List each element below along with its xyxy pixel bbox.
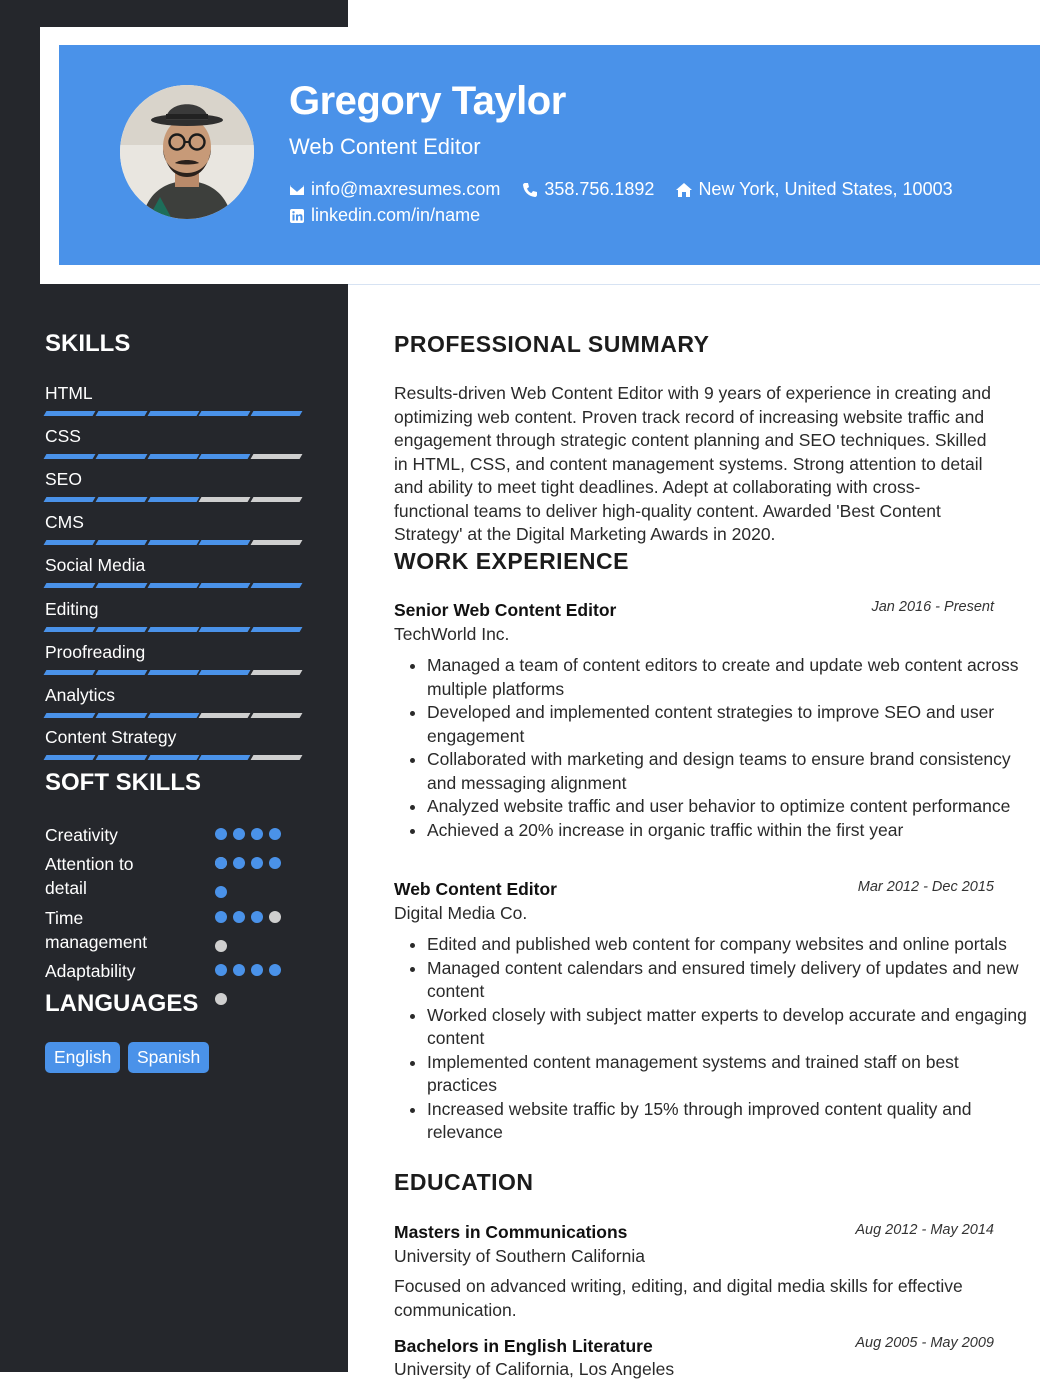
skill-bar-segment bbox=[44, 670, 96, 675]
soft-skills-heading: SOFT SKILLS bbox=[45, 769, 201, 796]
soft-skill-rating bbox=[215, 964, 287, 1022]
soft-skill-rating bbox=[215, 911, 287, 969]
skill-item bbox=[45, 555, 301, 588]
list-item: • Achieved a 20% increase in organic traffic within the first year bbox=[427, 819, 1027, 843]
skill-bar-segment bbox=[44, 497, 96, 502]
linkedin-text: linkedin.com/in/name bbox=[311, 205, 481, 225]
skill-bar-segment bbox=[147, 497, 199, 502]
skill-bar-segment bbox=[44, 411, 96, 416]
skill-label: Proofreading bbox=[45, 642, 146, 662]
soft-skill-label: Creativity bbox=[45, 825, 118, 845]
skill-bar bbox=[45, 755, 301, 760]
skill-bar-segment bbox=[44, 583, 96, 588]
skill-bar-segment bbox=[147, 713, 199, 718]
skill-bar-segment bbox=[199, 755, 251, 760]
location-contact bbox=[676, 179, 952, 200]
skill-bar-segment bbox=[199, 411, 251, 416]
skill-bar-segment bbox=[147, 627, 199, 632]
skill-item bbox=[45, 685, 301, 718]
rating-dot bbox=[215, 886, 227, 898]
rating-dot bbox=[215, 964, 227, 976]
header-divider bbox=[348, 284, 1040, 285]
skill-bar bbox=[45, 497, 301, 502]
rating-dot bbox=[233, 857, 245, 869]
email-contact[interactable] bbox=[289, 179, 500, 200]
skill-item bbox=[45, 642, 301, 675]
skill-bar-segment bbox=[44, 540, 96, 545]
skill-bar-segment bbox=[251, 454, 303, 459]
phone-text: 358.756.1892 bbox=[544, 179, 655, 199]
skill-bar-segment bbox=[199, 627, 251, 632]
skill-item bbox=[45, 512, 301, 545]
rating-dot bbox=[251, 828, 263, 840]
skill-bar-segment bbox=[95, 755, 147, 760]
job-title: Web Content Editor bbox=[289, 134, 481, 159]
skill-bar-segment bbox=[95, 411, 147, 416]
job-company: Digital Media Co. bbox=[394, 903, 528, 923]
list-item: • Managed a team of content editors to create and update web content across multiple platforms bbox=[427, 654, 1027, 701]
skill-bar bbox=[45, 713, 301, 718]
skill-bar bbox=[45, 583, 301, 588]
home-icon bbox=[676, 182, 692, 198]
job-bullets bbox=[394, 933, 1027, 1145]
degree-dates: Aug 2012 - May 2014 bbox=[855, 1222, 994, 1238]
rating-dot bbox=[269, 964, 281, 976]
rating-dot bbox=[233, 964, 245, 976]
rating-dot bbox=[251, 964, 263, 976]
rating-dot bbox=[215, 911, 227, 923]
list-item: • Worked closely with subject matter experts to develop accurate and engaging content bbox=[427, 1004, 1027, 1051]
education-heading: EDUCATION bbox=[394, 1169, 534, 1195]
list-item: • Managed content calendars and ensured timely delivery of updates and new content bbox=[427, 957, 1027, 1004]
skill-item bbox=[45, 426, 301, 459]
list-item: • Edited and published web content for company websites and online portals bbox=[427, 933, 1027, 957]
job-position: Senior Web Content Editor bbox=[394, 600, 617, 620]
language-badge: English bbox=[45, 1042, 120, 1073]
skill-bar-segment bbox=[251, 411, 303, 416]
rating-dot bbox=[269, 857, 281, 869]
skill-bar-segment bbox=[44, 755, 96, 760]
rating-dot bbox=[269, 828, 281, 840]
skill-bar-segment bbox=[95, 670, 147, 675]
list-item: • Implemented content management systems and trained staff on best practices bbox=[427, 1051, 1027, 1098]
summary-heading: PROFESSIONAL SUMMARY bbox=[394, 331, 710, 357]
job-company: TechWorld Inc. bbox=[394, 624, 510, 644]
skill-label: Social Media bbox=[45, 555, 146, 575]
skill-bar-segment bbox=[199, 713, 251, 718]
list-item: • Collaborated with marketing and design teams to ensure brand consistency and messaging alignment bbox=[427, 748, 1027, 795]
skill-bar bbox=[45, 411, 301, 416]
skill-bar bbox=[45, 670, 301, 675]
skill-bar-segment bbox=[147, 454, 199, 459]
list-item: • Analyzed website traffic and user behavior to optimize content performance bbox=[427, 795, 1027, 819]
job-position: Web Content Editor bbox=[394, 879, 557, 899]
skill-label: CMS bbox=[45, 512, 84, 532]
degree-dates: Aug 2005 - May 2009 bbox=[855, 1335, 994, 1351]
rating-dot bbox=[215, 993, 227, 1005]
email-text: info@maxresumes.com bbox=[311, 179, 501, 199]
skill-bar-segment bbox=[95, 497, 147, 502]
rating-dot bbox=[233, 911, 245, 923]
rating-dot bbox=[215, 857, 227, 869]
languages-heading: LANGUAGES bbox=[45, 990, 199, 1017]
skill-bar-segment bbox=[199, 497, 251, 502]
list-item: • Developed and implemented content strategies to improve SEO and user engagement bbox=[427, 701, 1027, 748]
skill-bar-segment bbox=[95, 454, 147, 459]
skill-label: Content Strategy bbox=[45, 727, 177, 747]
skill-label: CSS bbox=[45, 426, 81, 446]
soft-skill-rating bbox=[215, 857, 287, 915]
list-item: • Increased website traffic by 15% through improved content quality and relevance bbox=[427, 1098, 1027, 1145]
job-bullets bbox=[394, 654, 1027, 842]
job-dates: Jan 2016 - Present bbox=[871, 599, 994, 615]
skill-label: Editing bbox=[45, 599, 99, 619]
soft-skill-label: Adaptability bbox=[45, 961, 136, 981]
skill-bar-segment bbox=[147, 411, 199, 416]
summary-text: Results-driven Web Content Editor with 9 years of experience in creating and optimizing web content. Proven track record of increasing website traffic and engagement through strategic content planning and SEO techniques. Skilled in HTML, CSS, and content management systems. Strong attention to detail and ability to meet tight deadlines. Adept at collaborating with cross-functional teams to deliver high-quality content. Awarded 'Best Content Strategy' at the Digital Marketing Awards in 2020. bbox=[394, 383, 991, 544]
job-dates: Mar 2012 - Dec 2015 bbox=[857, 879, 994, 895]
skill-bar-segment bbox=[251, 755, 303, 760]
header bbox=[59, 45, 1040, 265]
rating-dot bbox=[251, 857, 263, 869]
skills-heading: SKILLS bbox=[45, 330, 131, 357]
skill-bar-segment bbox=[251, 540, 303, 545]
skill-item bbox=[45, 599, 301, 632]
skill-bar-segment bbox=[147, 755, 199, 760]
skill-bar-segment bbox=[44, 713, 96, 718]
skill-bar bbox=[45, 540, 301, 545]
rating-dot bbox=[269, 911, 281, 923]
avatar bbox=[120, 85, 254, 219]
skill-bar-segment bbox=[147, 670, 199, 675]
skill-bar bbox=[45, 627, 301, 632]
soft-skill-label: Time management bbox=[45, 908, 148, 952]
language-badge: Spanish bbox=[128, 1042, 209, 1073]
location-text: New York, United States, 10003 bbox=[698, 179, 953, 199]
rating-dot bbox=[251, 911, 263, 923]
rating-dot bbox=[215, 828, 227, 840]
skill-bar-segment bbox=[251, 583, 303, 588]
skill-bar-segment bbox=[95, 583, 147, 588]
rating-dot bbox=[215, 940, 227, 952]
phone-icon bbox=[522, 182, 538, 198]
skill-bar-segment bbox=[199, 583, 251, 588]
skill-bar-segment bbox=[44, 627, 96, 632]
skill-bar bbox=[45, 454, 301, 459]
skill-label: Analytics bbox=[45, 685, 116, 705]
degree-title: Masters in Communications bbox=[394, 1222, 628, 1242]
experience-heading: WORK EXPERIENCE bbox=[394, 548, 629, 574]
linkedin-icon bbox=[289, 208, 305, 224]
degree-description: Focused on advanced writing, editing, and digital media skills for effective communication. bbox=[394, 1276, 963, 1320]
linkedin-row bbox=[289, 205, 502, 226]
skill-bar-segment bbox=[95, 540, 147, 545]
skill-bar-segment bbox=[95, 627, 147, 632]
skill-item bbox=[45, 727, 301, 760]
skill-bar-segment bbox=[251, 497, 303, 502]
candidate-name: Gregory Taylor bbox=[289, 79, 566, 123]
skill-label: SEO bbox=[45, 469, 82, 489]
degree-title: Bachelors in English Literature bbox=[394, 1336, 653, 1356]
skill-bar-segment bbox=[147, 583, 199, 588]
skill-bar-segment bbox=[251, 670, 303, 675]
skill-bar-segment bbox=[44, 454, 96, 459]
school-name: University of California, Los Angeles bbox=[394, 1359, 675, 1379]
skill-bar-segment bbox=[199, 540, 251, 545]
linkedin-contact[interactable] bbox=[289, 205, 480, 226]
skill-label: HTML bbox=[45, 383, 93, 403]
rating-dot bbox=[233, 828, 245, 840]
contact-row bbox=[289, 179, 975, 200]
skill-bar-segment bbox=[199, 454, 251, 459]
soft-skill-label: Attention to detail bbox=[45, 854, 134, 898]
envelope-icon bbox=[289, 182, 305, 198]
phone-contact[interactable] bbox=[522, 179, 654, 200]
skill-bar-segment bbox=[251, 627, 303, 632]
school-name: University of Southern California bbox=[394, 1246, 645, 1266]
skill-bar-segment bbox=[147, 540, 199, 545]
skill-bar-segment bbox=[95, 713, 147, 718]
skill-item bbox=[45, 469, 301, 502]
skill-item bbox=[45, 383, 301, 416]
skill-bar-segment bbox=[251, 713, 303, 718]
skill-bar-segment bbox=[199, 670, 251, 675]
